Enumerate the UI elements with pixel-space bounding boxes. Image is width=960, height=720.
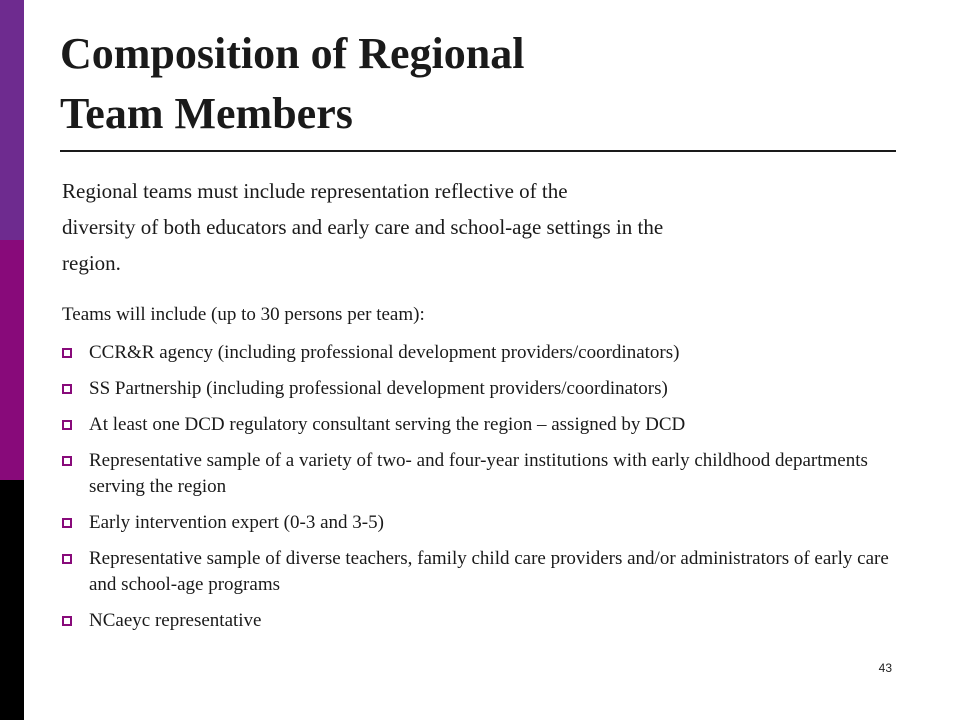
bullet-text: NCaeyc representative xyxy=(89,610,262,631)
slide-title-line-1: Composition of Regional xyxy=(60,29,525,78)
intro-line: region. xyxy=(62,251,121,275)
hollow-square-icon xyxy=(62,456,72,466)
hollow-square-icon xyxy=(62,554,72,564)
bullet-text: Early intervention expert (0-3 and 3-5) xyxy=(89,512,384,533)
intro-line: diversity of both educators and early care and school-age settings in the xyxy=(62,215,664,239)
bullet-item xyxy=(62,412,912,438)
hollow-square-icon xyxy=(62,348,72,358)
bullet-item xyxy=(62,546,912,598)
teams-lead-text: Teams will include (up to 30 persons per team): xyxy=(62,304,425,325)
intro-paragraph xyxy=(62,173,882,281)
bullet-text: Representative sample of diverse teachers, family child care providers and/or administrators of early care and school-age programs xyxy=(89,548,889,595)
bullet-item xyxy=(62,510,912,536)
page-number: 43 xyxy=(878,661,892,675)
intro-line: Regional teams must include representation reflective of the xyxy=(62,179,568,203)
accent-bar-purple xyxy=(0,0,24,240)
bullet-text: Representative sample of a variety of two- and four-year institutions with early childhood departments serving the region xyxy=(89,450,868,497)
bullet-text: At least one DCD regulatory consultant serving the region – assigned by DCD xyxy=(89,414,686,435)
accent-bar-black xyxy=(0,480,24,720)
hollow-square-icon xyxy=(62,616,72,626)
hollow-square-icon xyxy=(62,384,72,394)
bullet-text: CCR&R agency (including professional development providers/coordinators) xyxy=(89,342,680,363)
bullet-item xyxy=(62,448,912,500)
accent-bar-magenta xyxy=(0,240,24,480)
title-divider xyxy=(60,150,896,152)
bullet-list xyxy=(62,340,912,644)
slide-title-line-2: Team Members xyxy=(60,89,353,138)
bullet-text: SS Partnership (including professional development providers/coordinators) xyxy=(89,378,668,399)
bullet-item xyxy=(62,608,912,634)
hollow-square-icon xyxy=(62,518,72,528)
hollow-square-icon xyxy=(62,420,72,430)
bullet-item xyxy=(62,376,912,402)
slide-title xyxy=(60,24,880,144)
bullet-item xyxy=(62,340,912,366)
